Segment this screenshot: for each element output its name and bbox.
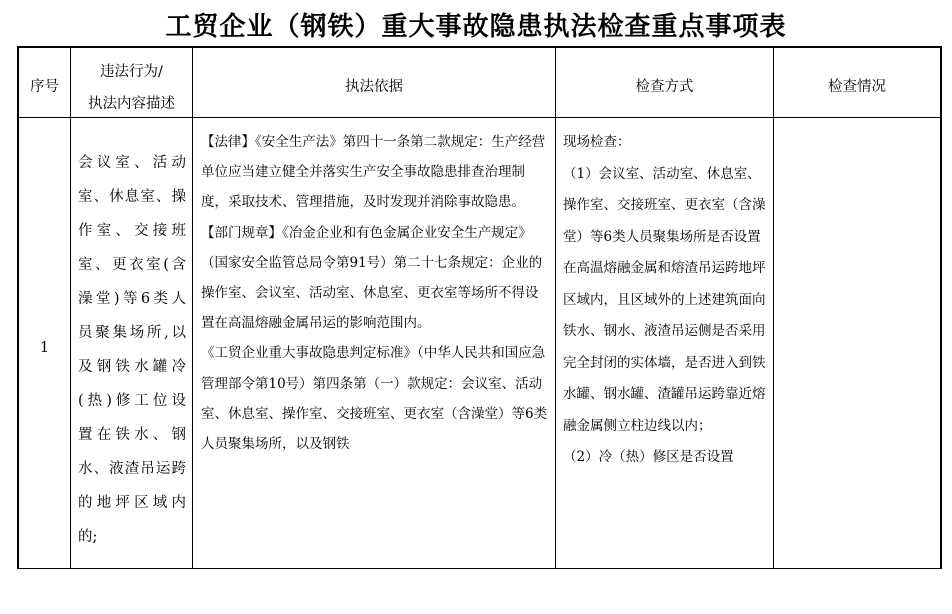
description-line: 水、液渣吊运跨 bbox=[78, 461, 186, 477]
row-description bbox=[78, 146, 186, 554]
description-line: 的地坪区域内 bbox=[78, 495, 186, 511]
row-inspection-method bbox=[563, 127, 766, 474]
col-divider-2 bbox=[192, 46, 193, 569]
table-border-left bbox=[17, 46, 19, 569]
description-line: (热)修工位设 bbox=[78, 393, 186, 409]
description-line: 澡堂)等6类人 bbox=[78, 291, 186, 307]
description-line: 作室、交接班 bbox=[78, 223, 186, 239]
row-legal-basis bbox=[201, 127, 548, 459]
header-seq: 序号 bbox=[30, 79, 59, 95]
basis-paragraph-standard: 《工贸企业重大事故隐患判定标准》（中华人民共和国应急管理部令第10号）第四条第（一）款规定：会议室、活动室、休息室、操作室、交接班室、更衣室（含澡堂）等6类人员聚集场所，以及钢铁 bbox=[201, 345, 548, 453]
description-line: 会议室、活动 bbox=[78, 155, 186, 171]
description-line: 室、更衣室(含 bbox=[78, 257, 186, 273]
description-line: 的; bbox=[78, 529, 98, 545]
table-header-divider bbox=[17, 117, 942, 118]
description-line: 置在铁水、钢 bbox=[78, 427, 186, 443]
description-line: 及钢铁水罐冷 bbox=[78, 359, 186, 375]
description-line: 员聚集场所,以 bbox=[78, 325, 186, 341]
header-desc-line2: 执法内容描述 bbox=[88, 96, 175, 112]
table-border-top bbox=[17, 46, 942, 48]
document-title: 工贸企业（钢铁）重大事故隐患执法检查重点事项表 bbox=[165, 12, 787, 42]
header-desc-line1: 违法行为/ bbox=[100, 64, 163, 80]
header-basis: 执法依据 bbox=[345, 79, 403, 95]
col-divider-3 bbox=[555, 46, 556, 569]
basis-paragraph-law: 【法律】《安全生产法》第四十一条第二款规定：生产经营单位应当建立健全并落实生产安全事故隐患排查治理制度，采取技术、管理措施，及时发现并消除事故隐患。 bbox=[201, 134, 546, 211]
row-inspection-status[interactable] bbox=[776, 127, 936, 563]
description-line: 室、休息室、操 bbox=[78, 189, 186, 205]
table-border-right bbox=[940, 46, 942, 569]
header-method: 检查方式 bbox=[635, 79, 694, 95]
col-divider-1 bbox=[70, 46, 71, 569]
basis-paragraph-regulation: 【部门规章】《冶金企业和有色金属企业安全生产规定》（国家安全监管总局令第91号）第二十七条规定：企业的操作室、会议室、活动室、休息室、更衣室等场所不得设置在高温熔融金属吊运的影响范围内。 bbox=[201, 224, 543, 332]
method-item-2: （2）冷（热）修区是否设置 bbox=[563, 449, 734, 465]
col-divider-4 bbox=[773, 46, 774, 569]
method-intro: 现场检查： bbox=[563, 134, 631, 150]
header-status: 检查情况 bbox=[828, 79, 886, 95]
table-border-bottom bbox=[17, 568, 942, 569]
method-item-1: （1）会议室、活动室、休息室、操作室、交接班室、更衣室（含澡堂）等6类人员聚集场所是否设置在高温熔融金属和熔渣吊运跨地坪区域内，且区域外的上述建筑面向铁水、钢水、液渣吊运侧是否采用完全封闭的实体墙，是否进入到铁水罐、钢水罐、渣罐吊运跨靠近熔融金属侧立柱边线以内； bbox=[563, 165, 766, 434]
row-seq: 1 bbox=[39, 340, 50, 356]
